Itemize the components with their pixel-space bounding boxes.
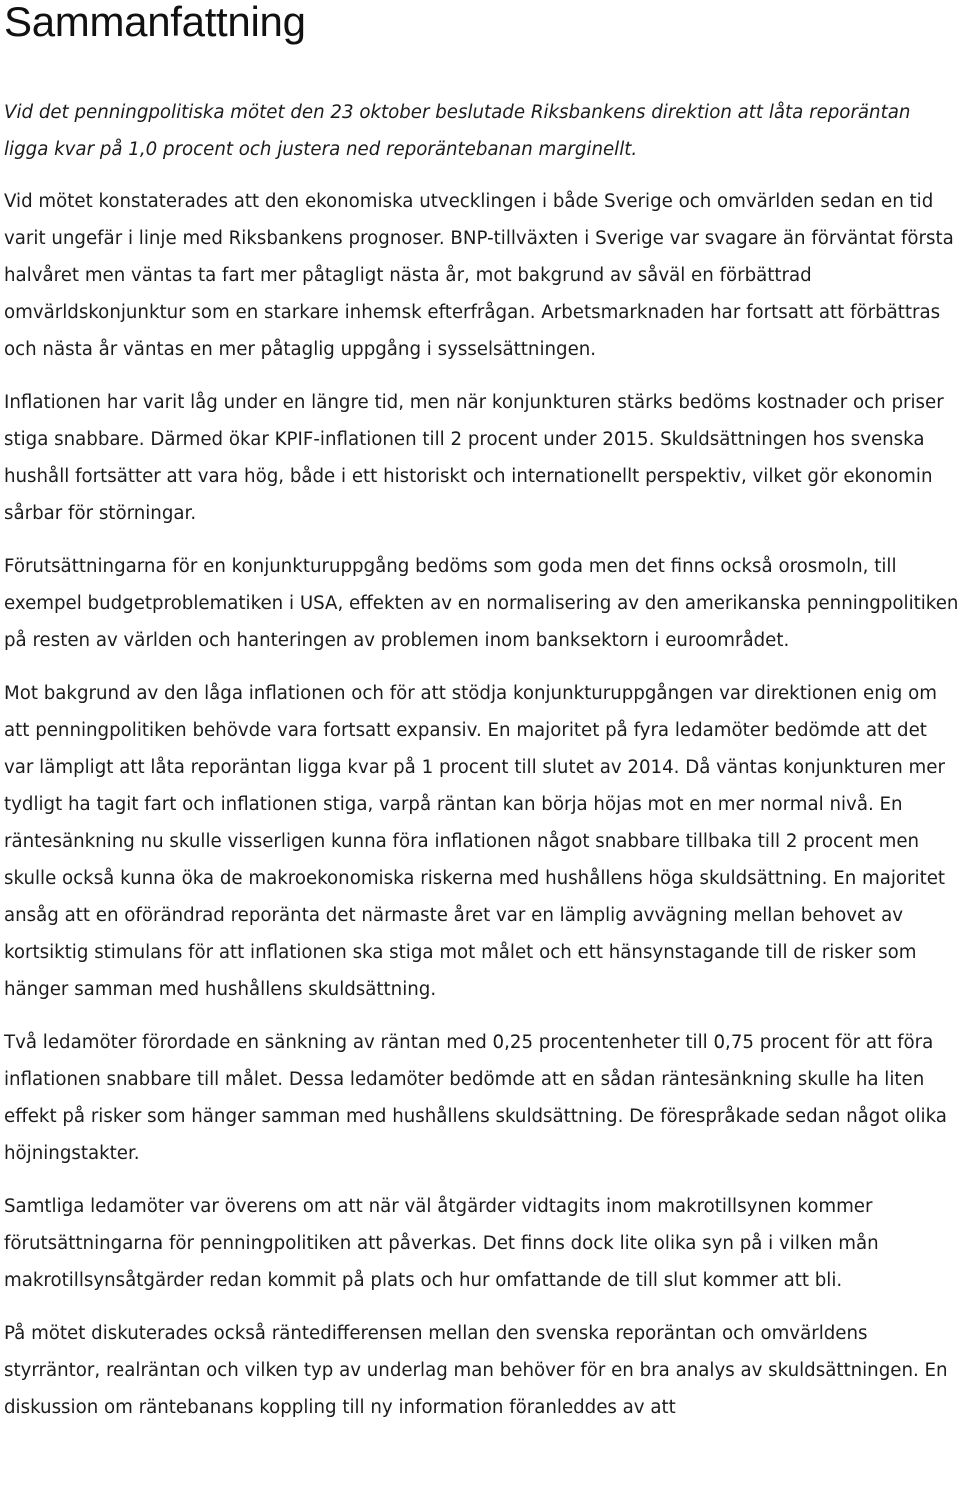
paragraph-majority-decision: Mot bakgrund av den låga inflationen och för att stödja konjunkturuppgången var direktionen enig om att penningpolitiken behövde vara fortsatt expansiv. En majoritet på fyra ledamöter bedömde att det var lämpligt att låta reporäntan ligga kvar på 1 procent till slutet av 2014. Då väntas konjunkturen mer tydligt ha tagit fart och inflationen stiga, varpå räntan kan börja höjas mot en mer normal nivå. En räntesänkning nu skulle visserligen kunna föra inflationen något snabbare tillbaka till 2 procent men skulle också kunna öka de makroekonomiska riskerna med hushållens höga skuldsättning. En majoritet ansåg att en oförändrad reporänta det närmaste året var en lämplig avvägning mellan behovet av kortsiktig stimulans för att inflationen ska stiga mot målet och ett hänsynstagande till de risker som hänger samman med hushållens skuldsättning.	[4, 683, 946, 1000]
lead-paragraph: Vid det penningpolitiska mötet den 23 oktober beslutade Riksbankens direktion att låta reporäntan ligga kvar på 1,0 procent och justera ned reporäntebanan marginellt.	[4, 102, 911, 160]
paragraph-macroprudential: Samtliga ledamöter var överens om att när väl åtgärder vidtagits inom makrotillsynen kommer förutsättningarna för penningpolitiken att påverkas. Det finns dock lite olika syn på i vilken mån makrotillsynsåtgärder redan kommit på plats och hur omfattande de till slut kommer att bli.	[4, 1196, 879, 1291]
paragraph-risks: Förutsättningarna för en konjunkturuppgång bedöms som goda men det finns också orosmoln, till exempel budgetproblematiken i USA, effekten av en normalisering av den amerikanska penningpolitiken på resten av världen och hanteringen av problemen inom banksektorn i euroområdet.	[4, 556, 959, 651]
document-page	[4, 0, 960, 1426]
paragraph-economic-development: Vid mötet konstaterades att den ekonomiska utvecklingen i både Sverige och omvärlden sedan en tid varit ungefär i linje med Riksbankens prognoser. BNP-tillväxten i Sverige var svagare än förväntat första halvåret men väntas ta fart mer påtagligt nästa år, mot bakgrund av såväl en förbättrad omvärldskonjunktur som en starkare inhemsk efterfrågan. Arbetsmarknaden har fortsatt att förbättras och nästa år väntas en mer påtaglig uppgång i sysselsättningen.	[4, 191, 954, 360]
paragraph-interest-differential: På mötet diskuterades också räntedifferensen mellan den svenska reporäntan och omvärldens styrräntor, realräntan och vilken typ av underlag man behöver för en bra analys av skuldsättningen. En diskussion om räntebanans koppling till ny information föranleddes av att	[4, 1323, 948, 1418]
page-title: Sammanfattning	[4, 0, 306, 45]
paragraph-inflation: Inflationen har varit låg under en längre tid, men när konjunkturen stärks bedöms kostnader och priser stiga snabbare. Därmed ökar KPIF-inflationen till 2 procent under 2015. Skuldsättningen hos svenska hushåll fortsätter att vara hög, både i ett historiskt och internationellt perspektiv, vilket gör ekonomin sårbar för störningar.	[4, 392, 944, 524]
paragraph-minority-view: Två ledamöter förordade en sänkning av räntan med 0,25 procentenheter till 0,75 procent för att föra inflationen snabbare till målet. Dessa ledamöter bedömde att en sådan räntesänkning skulle ha liten effekt på risker som hänger samman med hushållens skuldsättning. De förespråkade sedan något olika höjningstakter.	[4, 1032, 947, 1164]
